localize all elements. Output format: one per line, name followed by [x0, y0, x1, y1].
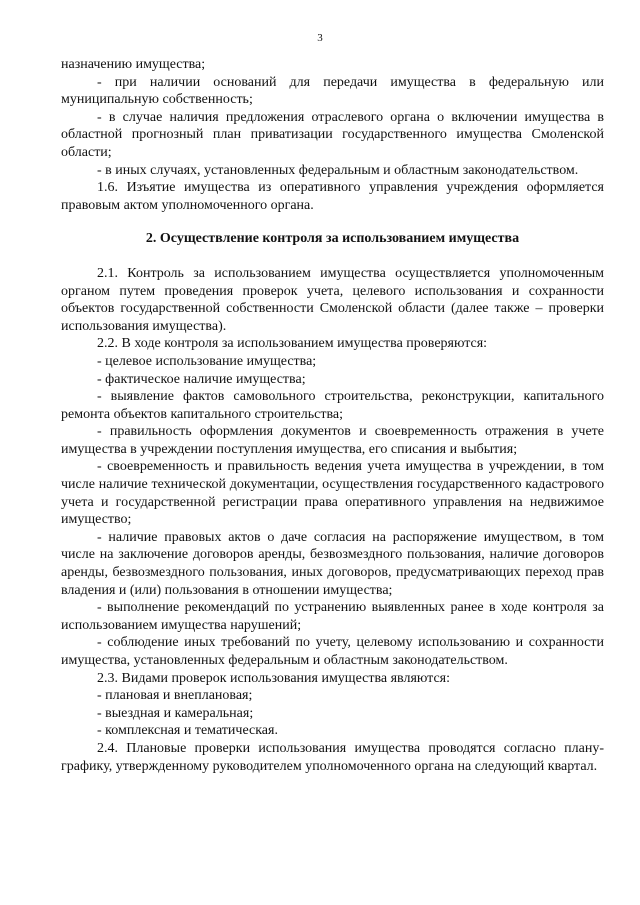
paragraph: назначению имущества; — [61, 57, 206, 72]
document-body — [61, 56, 604, 775]
paragraph: 2.1. Контроль за использованием имущества осуществляется уполномоченным органом путем проведения проверок учета, целевого использования и сохранности объектов государственной собственности Смоленской области (далее также – проверки использования имущества). — [61, 265, 604, 334]
list-item: - наличие правовых актов о даче согласия на распоряжение имуществом, в том числе на заключение договоров аренды, безвозмездного пользования, наличие договоров аренды, безвозмездного пользования, иных договоров, предусматривающих переход прав владения и (или) пользования в отношении имущества; — [61, 529, 604, 598]
list-item: - соблюдение иных требований по учету, целевому использованию и сохранности имущества, установленных федеральным и областным законодательством. — [61, 635, 604, 668]
list-item: - плановая и внеплановая; — [97, 688, 253, 704]
paragraph: - в случае наличия предложения отраслевого органа о включении имущества в областной прогнозный план приватизации государственного имущества Смоленской области; — [61, 109, 604, 160]
list-item: - своевременность и правильность ведения учета имущества в учреждении, в том числе наличие технической документации, осуществления государственного кадастрового учета и государственной регистрации права оперативного управления на недвижимое имущество; — [61, 459, 604, 528]
section-heading: 2. Осуществление контроля за использованием имущества — [145, 231, 520, 247]
paragraph: - в иных случаях, установленных федеральным и областным законодательством. — [97, 162, 579, 178]
list-item: - целевое использование имущества; — [97, 353, 317, 369]
list-item: - выездная и камеральная; — [97, 705, 254, 721]
list-item: - фактическое наличие имущества; — [97, 371, 306, 387]
paragraph: 1.6. Изъятие имущества из оперативного управления учреждения оформляется правовым актом уполномоченного органа. — [61, 180, 604, 213]
list-item: - комплексная и тематическая. — [97, 723, 278, 739]
list-item: - выявление фактов самовольного строительства, реконструкции, капитального ремонта объектов капитального строительства; — [61, 389, 604, 422]
list-item: - правильность оформления документов и своевременность отражения в учете имущества в учреждении поступления имущества, его списания и выбытия; — [61, 424, 604, 457]
page-number: 3 — [317, 32, 323, 44]
list-item: - выполнение рекомендаций по устранению выявленных ранее в ходе контроля за использованием имущества нарушений; — [61, 600, 604, 633]
paragraph: 2.4. Плановые проверки использования имущества проводятся согласно плану-графику, утвержденному руководителем уполномоченного органа на следующий квартал. — [61, 740, 604, 774]
paragraph: 2.3. Видами проверок использования имущества являются: — [97, 670, 451, 686]
paragraph: - при наличии оснований для передачи имущества в федеральную или муниципальную собственность; — [61, 74, 604, 108]
paragraph: 2.2. В ходе контроля за использованием имущества проверяются: — [97, 336, 488, 352]
